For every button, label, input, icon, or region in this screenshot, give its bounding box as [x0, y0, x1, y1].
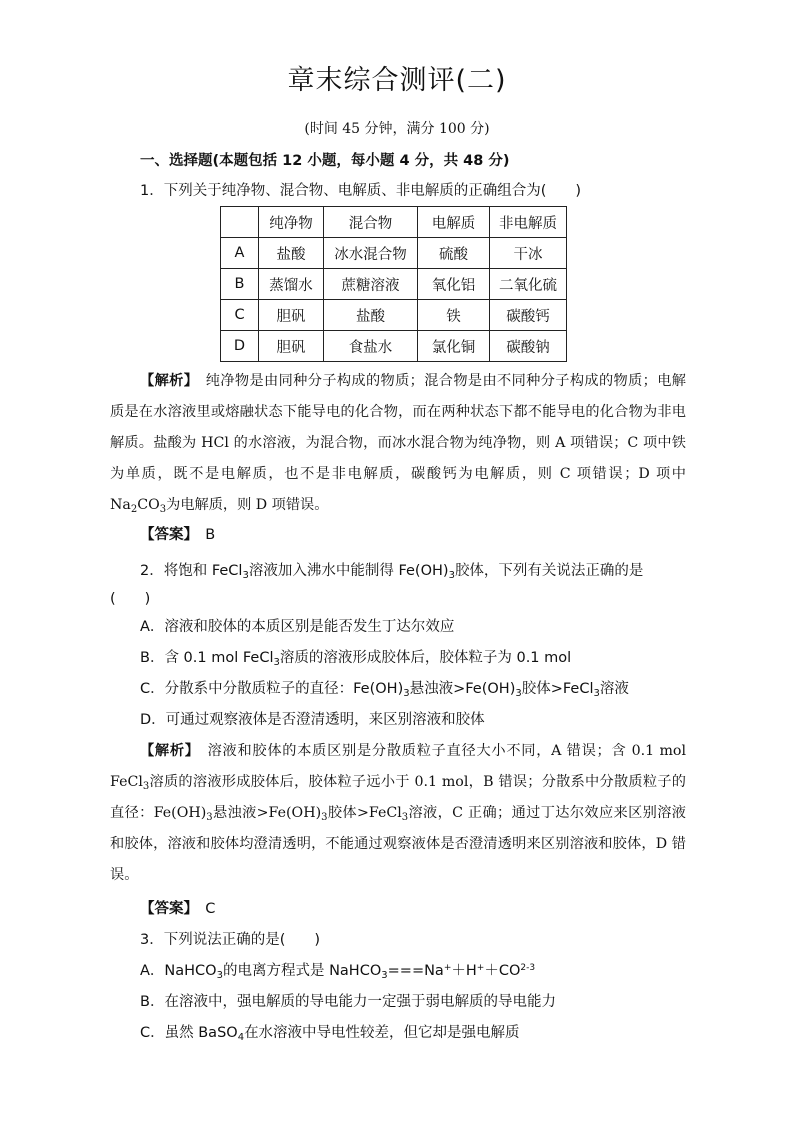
analysis-text: 溶液和胶体的本质区别是分散质粒子直径大小不同，A 错误；含 0.1 mol FeCl: [110, 743, 686, 790]
table-cell: 铁: [418, 300, 490, 331]
superscript: +: [443, 963, 452, 973]
analysis-label: 【解析】: [140, 373, 192, 389]
question-1-analysis: [110, 366, 686, 521]
table-cell: D: [221, 331, 259, 362]
stem-text: 2．将饱和 FeCl: [140, 563, 243, 579]
option-text: C．虽然 BaSO: [140, 1025, 238, 1041]
subscript: 2: [130, 504, 138, 515]
table-cell: 氯化铜: [418, 331, 490, 362]
subscript: 3: [515, 688, 522, 699]
table-row: [221, 238, 567, 269]
table-row: [221, 269, 567, 300]
table-cell: 盐酸: [259, 238, 324, 269]
table-cell: B: [221, 269, 259, 300]
option-text: 在水溶液中导电性较差，但它却是强电解质: [244, 1025, 520, 1041]
subscript: 3: [448, 570, 455, 581]
analysis-text-b: 为电解质，则 D 项错误。: [166, 497, 329, 513]
question-2-option-d: D．可通过观察液体是否澄清透明，来区别溶液和胶体: [140, 712, 485, 728]
subscript: 3: [381, 970, 388, 981]
section-heading-text: 一、选择题(本题包括 12 小题，每小题 4 分，共 48 分): [140, 153, 510, 169]
question-3-stem: 3．下列说法正确的是( ): [140, 932, 321, 948]
question-2-paren: ( ): [110, 591, 151, 607]
page-title: 章末综合测评(二): [287, 65, 507, 96]
option-text: A．NaHCO: [140, 963, 217, 979]
table-cell: 碳酸钠: [490, 331, 567, 362]
subscript: 3: [593, 688, 600, 699]
exam-info: (时间 45 分钟，满分 100 分): [304, 121, 490, 137]
table-cell: 二氧化硫: [490, 269, 567, 300]
subscript: 3: [401, 812, 409, 823]
option-text: C．分散系中分散质粒子的直径：Fe(OH): [140, 681, 404, 697]
analysis-label: 【解析】: [140, 743, 193, 759]
table-header-cell: 混合物: [324, 207, 418, 238]
table-cell: 胆矾: [259, 300, 324, 331]
table-cell: 胆矾: [259, 331, 324, 362]
table-row: [221, 331, 567, 362]
option-text: ===Na: [387, 963, 444, 979]
subscript: 3: [403, 688, 410, 699]
question-1-answer: [140, 524, 722, 546]
table-cell: 冰水混合物: [324, 238, 418, 269]
option-text: ＋H: [451, 963, 477, 979]
table-cell: 盐酸: [324, 300, 418, 331]
table-cell: C: [221, 300, 259, 331]
table-cell: 碳酸钙: [490, 300, 567, 331]
option-text: ＋CO: [484, 963, 521, 979]
table-header-cell: [221, 207, 259, 238]
analysis-text: 溶液，C 正确；通过丁达尔效应来区别溶液和胶体，溶液和胶体均澄清透明，不能通过观察液体是否澄清透明来区别溶液和胶体，D 错误。: [110, 805, 686, 883]
question-2-option-a: A．溶液和胶体的本质区别是能否发生丁达尔效应: [140, 619, 455, 635]
table-cell: 蒸馏水: [259, 269, 324, 300]
analysis-text: 溶质的溶液形成胶体后，胶体粒子远小于 0.1 mol，B 错误；分散系中分散质粒子的直径：Fe(OH): [110, 774, 686, 821]
stem-text: 溶液加入沸水中能制得 Fe(OH): [248, 563, 449, 579]
table-row: [221, 300, 567, 331]
subscript: 3: [242, 570, 249, 581]
table-header-cell: 纯净物: [259, 207, 324, 238]
option-text: 的电离方程式是 NaHCO: [222, 963, 382, 979]
option-text: 溶液: [599, 681, 629, 697]
question-2-option-c: [140, 678, 722, 700]
answer-value: C: [205, 901, 216, 917]
subscript: 4: [237, 1032, 245, 1043]
answer-label: 【答案】: [140, 527, 191, 543]
analysis-text: 悬浊液>Fe(OH): [212, 805, 322, 821]
option-text: 溶质的溶液形成胶体后，胶体粒子为 0.1 mol: [279, 650, 572, 666]
table-header-row: [221, 207, 567, 238]
subscript: 3: [159, 504, 167, 515]
table-cell: 蔗糖溶液: [324, 269, 418, 300]
stem-text: 胶体，下列有关说法正确的是: [454, 563, 644, 579]
question-1-table: [220, 206, 567, 362]
analysis-text-a: 纯净物是由同种分子构成的物质；混合物是由不同种分子构成的物质；电解质是在水溶液里或熔融状态下能导电的化合物，而在两种状态下都不能导电的化合物为非电解质。盐酸为 HCl 的水溶液，为混合物，而冰水混合物为纯净物，则 A 项错误；C 项中铁为单质，既不是电解质，也不是非电解质，碳酸钙为电解质，则 C 项错误；D 项中 Na: [110, 373, 686, 513]
question-3-option-a: [140, 960, 722, 982]
table-cell: 氧化铝: [418, 269, 490, 300]
table-cell: A: [221, 238, 259, 269]
question-3-option-c: [140, 1022, 722, 1044]
analysis-text-mid: CO: [137, 497, 160, 513]
section-heading: [140, 150, 722, 172]
analysis-text: 胶体>FeCl: [327, 805, 402, 821]
table-cell: 干冰: [490, 238, 567, 269]
subscript: 3: [321, 812, 328, 823]
question-1-stem: 1．下列关于纯净物、混合物、电解质、非电解质的正确组合为( ): [140, 183, 582, 199]
question-2-stem: [140, 556, 690, 586]
subscript: 3: [142, 781, 150, 792]
table-cell: 食盐水: [324, 331, 418, 362]
question-2-answer: [140, 898, 722, 920]
option-text: 胶体>FeCl: [521, 681, 594, 697]
answer-label: 【答案】: [140, 901, 191, 917]
option-text: 悬浊液>Fe(OH): [409, 681, 516, 697]
option-text: B．含 0.1 mol FeCl: [140, 650, 274, 666]
question-3-option-b: B．在溶液中，强电解质的导电能力一定强于弱电解质的导电能力: [140, 994, 556, 1010]
subscript: 3: [273, 657, 280, 668]
subscript: 3: [216, 970, 223, 981]
question-2-option-b: [140, 647, 722, 669]
subscript: 3: [206, 812, 213, 823]
table-header-cell: 非电解质: [490, 207, 567, 238]
answer-value: B: [205, 527, 216, 543]
superscript: +: [476, 963, 485, 973]
superscript: 2-3: [520, 963, 536, 973]
table-header-cell: 电解质: [418, 207, 490, 238]
question-2-analysis: [110, 736, 686, 891]
table-cell: 硫酸: [418, 238, 490, 269]
